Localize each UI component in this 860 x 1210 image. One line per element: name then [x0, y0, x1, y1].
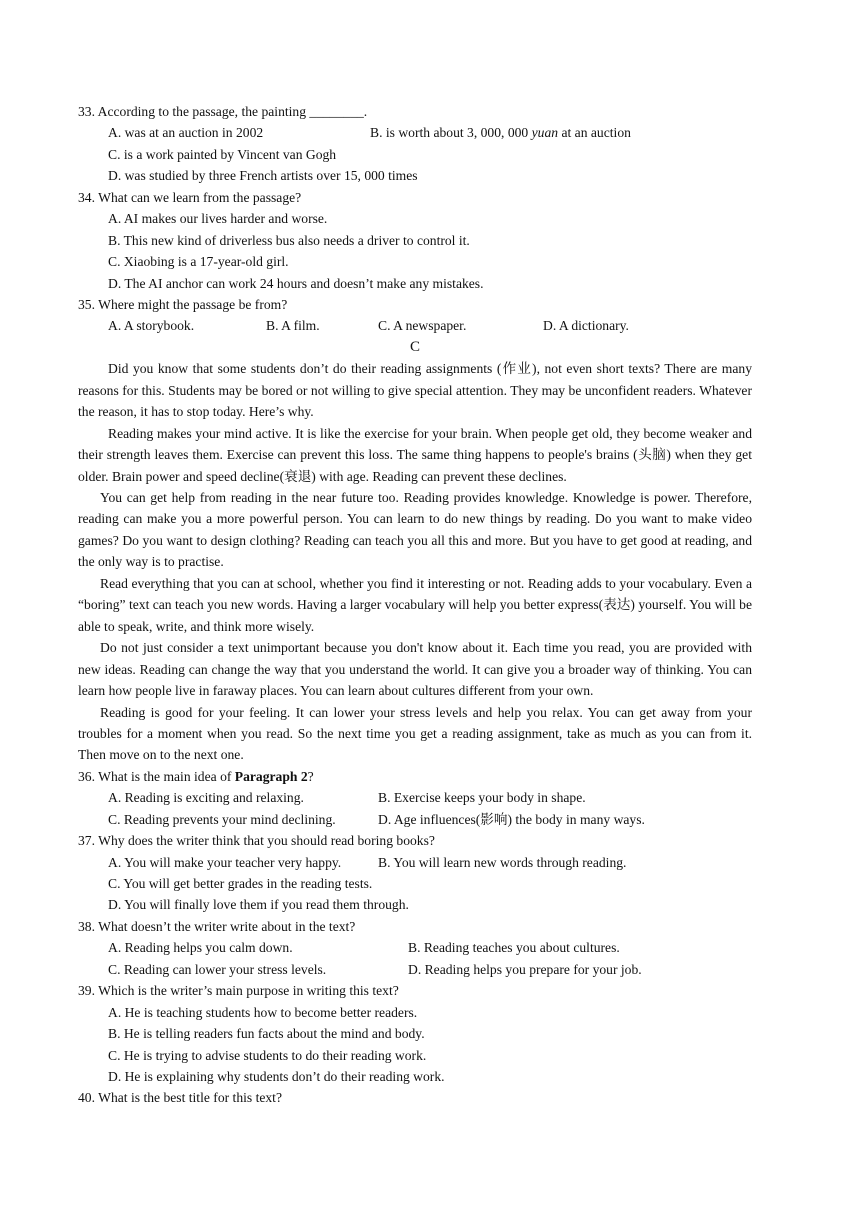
- option-b: B. Exercise keeps your body in shape.: [378, 790, 586, 806]
- option-a: A. Reading is exciting and relaxing.: [108, 790, 304, 806]
- option-c: C. Xiaobing is a 17-year-old girl.: [108, 254, 289, 270]
- exam-page: [78, 101, 752, 1109]
- paragraph-6: Reading is good for your feeling. It can lower your stress levels and help you relax. You can get away from your troubles for a moment when you read. So the next time you get a reading assignment, take as much as you can from it. Then move on to the next one.: [78, 704, 752, 763]
- paragraph-1: Did you know that some students don’t do their reading assignments (作业), not even short texts? There are many reasons for this. Students may be bored or not willing to give special attention. They may be unconfident readers. Whatever the reason, it has to stop today. Here’s why.: [78, 361, 752, 420]
- option-d: D. A dictionary.: [543, 318, 629, 334]
- option-d: D. The AI anchor can work 24 hours and doesn’t make any mistakes.: [108, 275, 484, 291]
- option-row: [78, 787, 752, 808]
- question-stem: 36. What is the main idea of Paragraph 2?: [78, 768, 314, 784]
- option-b: B. You will learn new words through reading.: [378, 854, 627, 870]
- option-d: D. was studied by three French artists over 15, 000 times: [108, 168, 418, 184]
- paragraph-2: Reading makes your mind active. It is like the exercise for your brain. When people get old, they become weaker and their strength leaves them. Exercise can prevent this loss. The same thing happens to people's brains (头脑) when they get older. Brain power and speed decline(衰退) with age. Reading can prevent these declines.: [78, 425, 752, 484]
- option-c: C. You will get better grades in the reading tests.: [108, 876, 373, 892]
- question-stem: 35. Where might the passage be from?: [78, 296, 288, 312]
- question-stem: 38. What doesn’t the writer write about in the text?: [78, 918, 356, 934]
- option-b: B. Reading teaches you about cultures.: [408, 940, 620, 956]
- option-a: A. A storybook.: [108, 318, 195, 334]
- question-37: [78, 830, 752, 916]
- paragraph-4: Read everything that you can at school, whether you find it interesting or not. Reading adds to your vocabulary. Even a “boring” text can teach you new words. Having a larger vocabulary will help you better express(表达) yourself. You will be able to speak, write, and think more wisely.: [78, 575, 752, 634]
- question-33: [78, 101, 752, 187]
- option-a: A. was at an auction in 2002: [108, 125, 264, 141]
- option-a: A. You will make your teacher very happy.: [108, 854, 342, 870]
- option-d: D. Age influences(影响) the body in many ways.: [378, 811, 645, 827]
- question-34: [78, 187, 752, 294]
- option-row: [78, 315, 752, 336]
- option-b: B. He is telling readers fun facts about the mind and body.: [108, 1026, 425, 1042]
- option-c: C. Reading prevents your mind declining.: [108, 811, 336, 827]
- paragraph-5: Do not just consider a text unimportant because you don't know about it. Each time you read, you are provided with new ideas. Reading can change the way that you understand the world. It can give you a broader way of thinking. You can learn how people live in faraway places. You can learn about cultures different from your own.: [78, 640, 752, 699]
- option-a: A. Reading helps you calm down.: [108, 940, 293, 956]
- option-a: A. AI makes our lives harder and worse.: [108, 211, 328, 227]
- option-b: B. A film.: [266, 318, 320, 334]
- option-b: B. This new kind of driverless bus also needs a driver to control it.: [108, 232, 470, 248]
- question-38: [78, 916, 752, 980]
- paragraph-3: You can get help from reading in the near future too. Reading provides knowledge. Knowledge is power. Therefore, reading can make you a more powerful person. You can learn to do new things by reading. Do you want to make video games? Do you want to design clothing? Reading can teach you all this and more. But you have to get good at reading, and the only way is to practise.: [78, 489, 752, 570]
- option-c: C. A newspaper.: [378, 318, 467, 334]
- question-40: [78, 1087, 752, 1108]
- option-row: [78, 809, 752, 830]
- question-stem: 34. What can we learn from the passage?: [78, 189, 302, 205]
- option-c: C. is a work painted by Vincent van Gogh: [108, 146, 337, 162]
- question-stem: 39. Which is the writer’s main purpose in writing this text?: [78, 983, 399, 999]
- question-stem: 33. According to the passage, the painting ________.: [78, 104, 368, 119]
- question-stem: 40. What is the best title for this text?: [78, 1090, 282, 1106]
- section-heading: C: [409, 338, 420, 355]
- option-d: D. You will finally love them if you read them through.: [108, 897, 409, 913]
- option-row: [78, 959, 752, 980]
- option-c: C. He is trying to advise students to do their reading work.: [108, 1047, 427, 1063]
- option-a: A. He is teaching students how to become better readers.: [108, 1004, 418, 1020]
- option-row: [78, 122, 752, 143]
- option-row: [78, 937, 752, 958]
- question-stem: 37. Why does the writer think that you should read boring books?: [78, 833, 435, 849]
- option-b: B. is worth about 3, 000, 000 yuan at an auction: [370, 125, 631, 141]
- option-d: D. He is explaining why students don’t do their reading work.: [108, 1068, 445, 1084]
- option-d: D. Reading helps you prepare for your job.: [408, 961, 642, 977]
- question-36: [78, 766, 752, 830]
- passage: [78, 358, 752, 766]
- question-35: [78, 294, 752, 337]
- option-row: [78, 852, 752, 873]
- question-39: [78, 980, 752, 1087]
- option-c: C. Reading can lower your stress levels.: [108, 961, 327, 977]
